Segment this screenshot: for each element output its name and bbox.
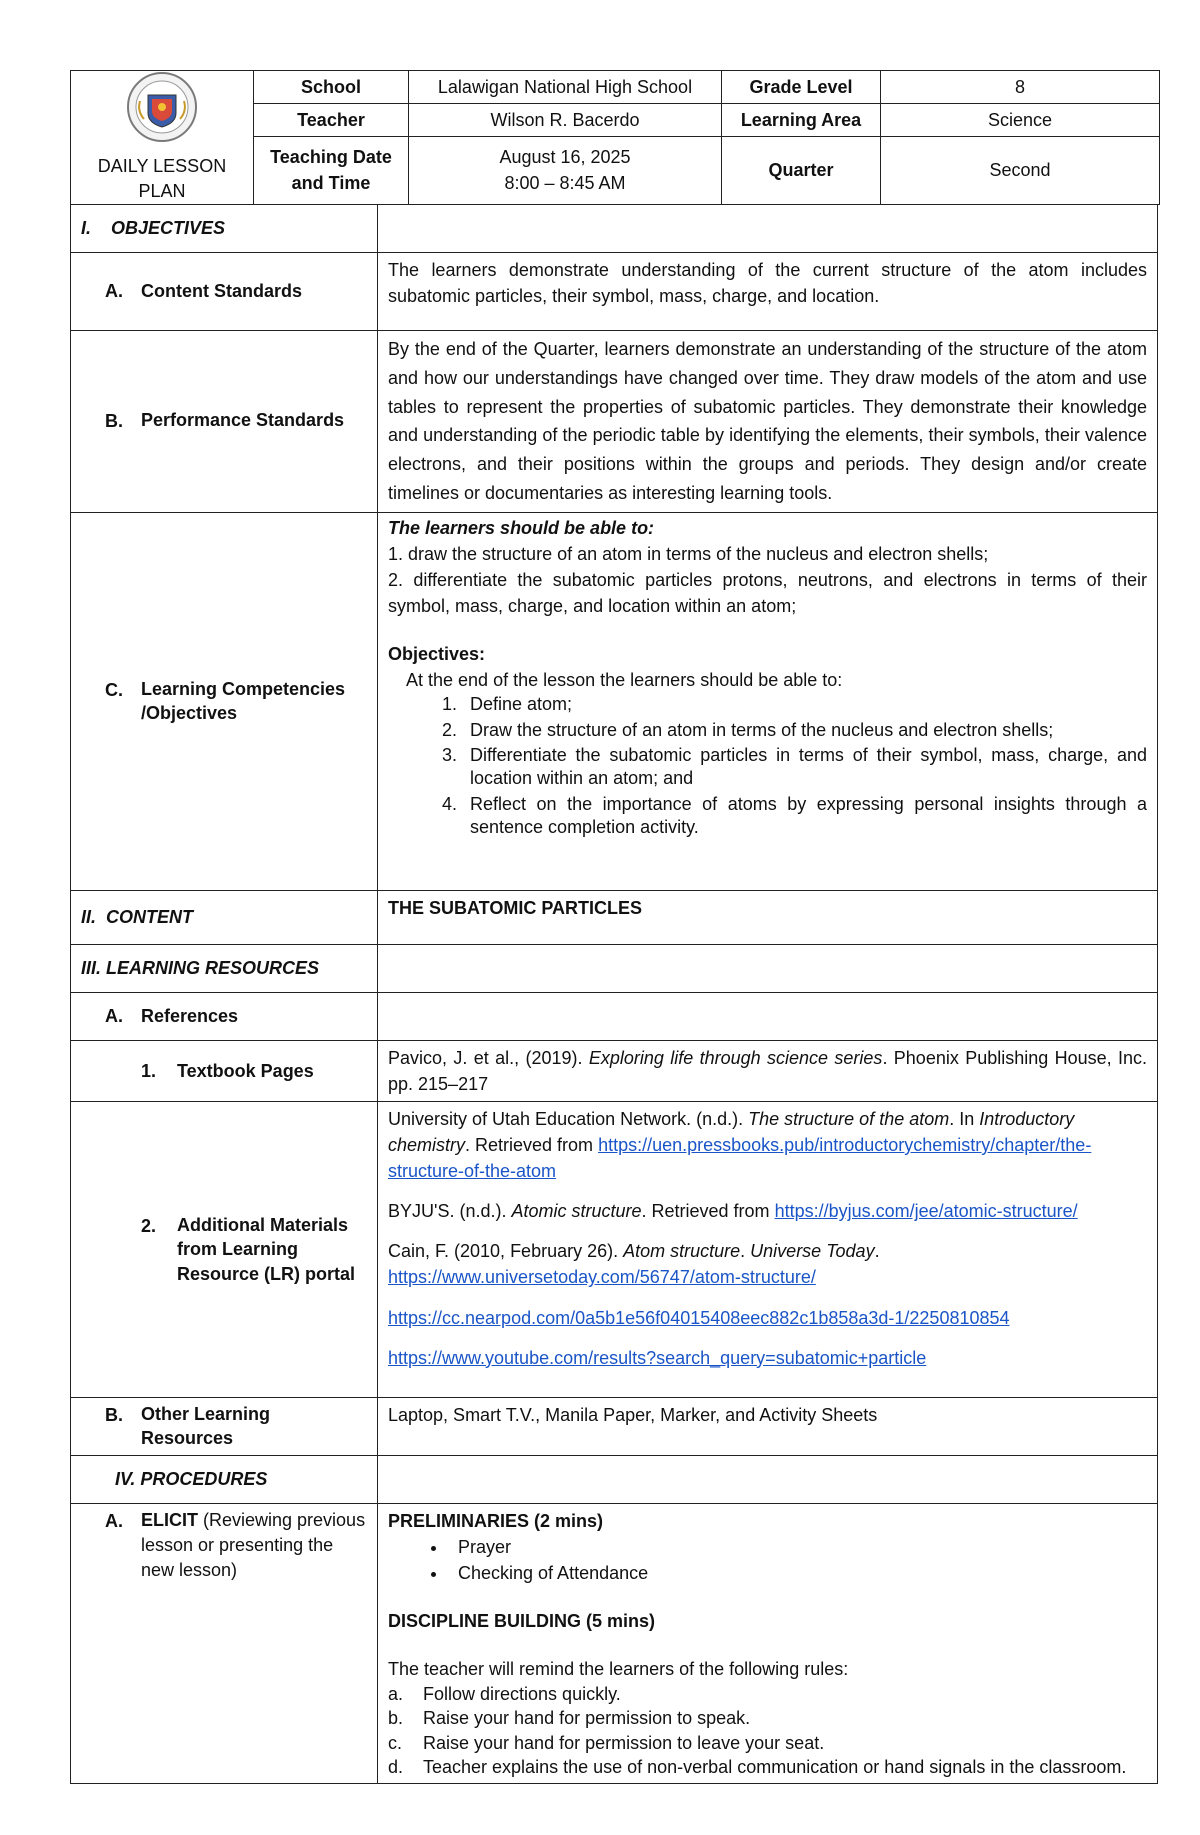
- ref2-title: Atomic structure: [511, 1201, 642, 1222]
- ref2-link[interactable]: https://byjus.com/jee/atomic-structure/: [774, 1201, 1078, 1222]
- competency-1: 1. draw the structure of an atom in terms of the nucleus and electron shells;: [388, 543, 989, 564]
- teacher-label: Teacher: [254, 103, 409, 136]
- additional-materials-label: Additional Materials from Learning Resource (LR) portal: [177, 1214, 356, 1284]
- rule-text: Teacher explains the use of non-verbal communication or hand signals in the classroom.: [423, 1756, 1127, 1777]
- reference-cain: [388, 1238, 1147, 1290]
- teaching-date-label: Teaching Date and Time: [254, 136, 409, 205]
- rule-text: Follow directions quickly.: [423, 1684, 621, 1704]
- school-value: Lalawigan National High School: [409, 71, 722, 104]
- elicit-description: (Reviewing previous lesson or presenting the new lesson): [141, 1509, 366, 1580]
- textbook-text: [378, 1040, 1158, 1101]
- textbook-num: 1.: [141, 1060, 157, 1081]
- additional-materials-content: [378, 1101, 1158, 1397]
- textbook-label: Textbook Pages: [177, 1060, 314, 1081]
- ref2-author: BYJU'S. (n.d.).: [388, 1201, 512, 1222]
- performance-standards-text: By the end of the Quarter, learners demonstrate an understanding of the structure of the atom and how our understandings have changed over time. They draw models of the atom and use tables to represent the properties of subatomic particles. They demonstrate their knowledge and understanding of the periodic table by identifying the elements, their symbols, their valence electrons, and their positions within the groups and periods. They design and/or create timelines or documentaries as interesting learning tools.: [378, 330, 1158, 512]
- elicit-label-cell: [71, 1503, 378, 1784]
- rule-item: [388, 1755, 1147, 1779]
- objective-item: 1. Define atom;: [462, 693, 1147, 716]
- performance-standards-label-cell: [71, 330, 378, 512]
- ref1-retrieved: . Retrieved from: [465, 1135, 599, 1156]
- school-label: School: [254, 71, 409, 104]
- rule-letter: a.: [388, 1684, 404, 1704]
- additional-materials-label-cell: [71, 1101, 378, 1397]
- header-table: [70, 70, 1160, 205]
- learning-area-label: Learning Area: [722, 103, 881, 136]
- objective-item: 4. Reflect on the importance of atoms by expressing personal insights through a sentence completion activity.: [462, 793, 1147, 840]
- content-standards-text: The learners demonstrate understanding of the current structure of the atom includes subatomic particles, their symbol, mass, charge, and location.: [378, 252, 1158, 330]
- content-standards-label: Content Standards: [141, 281, 303, 302]
- ref1-book: Introductory chemistry: [388, 1108, 1075, 1156]
- references-label-cell: [71, 992, 378, 1040]
- content-value: THE SUBATOMIC PARTICLES: [378, 890, 1158, 944]
- textbook-citation-publisher: . Phoenix Publishing House, Inc. pp. 215–217: [388, 1047, 1148, 1094]
- rule-text: Raise your hand for permission to speak.: [423, 1708, 751, 1729]
- content-section-title: II. CONTENT: [71, 890, 378, 944]
- rule-letter: b.: [388, 1708, 404, 1729]
- elicit-content: [378, 1503, 1158, 1784]
- competencies-content: [378, 512, 1158, 890]
- ref3-end: .: [874, 1241, 880, 1262]
- competencies-label-cell: [71, 512, 378, 890]
- competencies-label: Learning Competencies /Objectives: [141, 678, 346, 724]
- daily-lesson-plan-label: DAILY LESSON PLAN: [97, 156, 227, 202]
- other-resources-label-cell: [71, 1397, 378, 1455]
- resources-section-title: III. LEARNING RESOURCES: [71, 944, 378, 992]
- quarter-value: Second: [881, 136, 1160, 205]
- rule-text: Raise your hand for permission to leave your seat.: [423, 1732, 825, 1753]
- objective-item: 2. Draw the structure of an atom in terms of the nucleus and electron shells;: [462, 719, 1147, 742]
- objectives-section-title: I. OBJECTIVES: [71, 204, 378, 252]
- content-standards-label-cell: [71, 252, 378, 330]
- rule-item: [388, 1682, 1147, 1706]
- deped-seal-icon: [126, 71, 198, 143]
- reference-utah: [388, 1106, 1147, 1184]
- objectives-section-blank: [378, 204, 1158, 252]
- learning-area-value: Science: [881, 103, 1160, 136]
- ref3-author: Cain, F. (2010, February 26).: [388, 1241, 624, 1262]
- ref1-title: The structure of the atom: [748, 1108, 950, 1129]
- additional-materials-num: 2.: [141, 1215, 157, 1236]
- objectives-heading: Objectives:: [388, 644, 486, 665]
- rule-letter: d.: [388, 1756, 404, 1777]
- elicit-label: ELICIT: [141, 1509, 198, 1530]
- performance-standards-label: Performance Standards: [141, 410, 345, 431]
- ref2-retrieved: . Retrieved from: [641, 1201, 775, 1222]
- references-blank: [378, 992, 1158, 1040]
- preliminaries-heading: PRELIMINARIES (2 mins): [388, 1510, 604, 1531]
- preliminaries-list: [388, 1534, 1147, 1586]
- ref1-mid: . In: [949, 1108, 980, 1129]
- competencies-intro: The learners should be able to:: [388, 517, 655, 538]
- rule-item: [388, 1731, 1147, 1755]
- teaching-date-value: [409, 136, 722, 205]
- main-table: [70, 204, 1158, 1784]
- elicit-num: A.: [105, 1510, 123, 1531]
- other-resources-label: Other Learning Resources: [141, 1403, 271, 1449]
- grade-level-label: Grade Level: [722, 71, 881, 104]
- textbook-citation-title: Exploring life through science series: [588, 1047, 883, 1068]
- textbook-label-cell: [71, 1040, 378, 1101]
- reference-byjus: [388, 1198, 1147, 1224]
- ref3-source: Universe Today: [750, 1241, 875, 1262]
- time-text: 8:00 – 8:45 AM: [504, 172, 626, 193]
- seal-cell: [71, 71, 254, 205]
- rules-list: [388, 1682, 1147, 1779]
- youtube-link[interactable]: https://www.youtube.com/results?search_query=subatomic+particle: [388, 1347, 927, 1368]
- competencies-num: C.: [105, 679, 123, 700]
- date-text: August 16, 2025: [499, 147, 631, 168]
- ref1-link[interactable]: https://uen.pressbooks.pub/introductorychemistry/chapter/the-structure-of-the-atom: [388, 1135, 1092, 1182]
- references-label: References: [141, 1006, 239, 1027]
- objectives-list: [388, 693, 1147, 839]
- objective-item: 3. Differentiate the subatomic particles in terms of their symbol, mass, charge, and location within an atom; and: [462, 744, 1147, 791]
- performance-standards-num: B.: [105, 411, 123, 432]
- ref3-sep: .: [740, 1241, 751, 1262]
- procedures-title-text: IV. PROCEDURES: [115, 1468, 268, 1489]
- teacher-value: Wilson R. Bacerdo: [409, 103, 722, 136]
- lesson-plan-page: [70, 70, 1160, 1784]
- ref3-title: Atom structure: [623, 1241, 741, 1262]
- rule-item: [388, 1706, 1147, 1730]
- nearpod-link[interactable]: https://cc.nearpod.com/0a5b1e56f04015408eec882c1b858a3d-1/2250810854: [388, 1307, 1010, 1328]
- elicit-label-wrap: [141, 1508, 367, 1584]
- resources-section-blank: [378, 944, 1158, 992]
- preliminary-item: • Checking of Attendance: [448, 1560, 1147, 1586]
- references-num: A.: [105, 1006, 123, 1027]
- other-resources-text: Laptop, Smart T.V., Manila Paper, Marker, and Activity Sheets: [378, 1397, 1158, 1455]
- other-resources-num: B.: [105, 1404, 123, 1425]
- discipline-heading: DISCIPLINE BUILDING (5 mins): [388, 1610, 656, 1631]
- procedures-section-title: [71, 1455, 378, 1503]
- ref3-link[interactable]: https://www.universetoday.com/56747/atom-structure/: [388, 1267, 816, 1288]
- competency-2: 2. differentiate the subatomic particles protons, neutrons, and electrons in terms of their symbol, mass, charge, and location within an atom;: [388, 569, 1147, 617]
- content-standards-num: A.: [105, 281, 123, 302]
- textbook-citation-author: Pavico, J. et al., (2019).: [388, 1047, 589, 1068]
- grade-level-value: 8: [881, 71, 1160, 104]
- procedures-section-blank: [378, 1455, 1158, 1503]
- preliminary-item: • Prayer: [448, 1534, 1147, 1560]
- objectives-intro: At the end of the lesson the learners should be able to:: [406, 670, 843, 691]
- rules-intro: The teacher will remind the learners of the following rules:: [388, 1658, 849, 1679]
- quarter-label: Quarter: [722, 136, 881, 205]
- ref1-author: University of Utah Education Network. (n.d.).: [388, 1108, 749, 1129]
- rule-letter: c.: [388, 1732, 403, 1753]
